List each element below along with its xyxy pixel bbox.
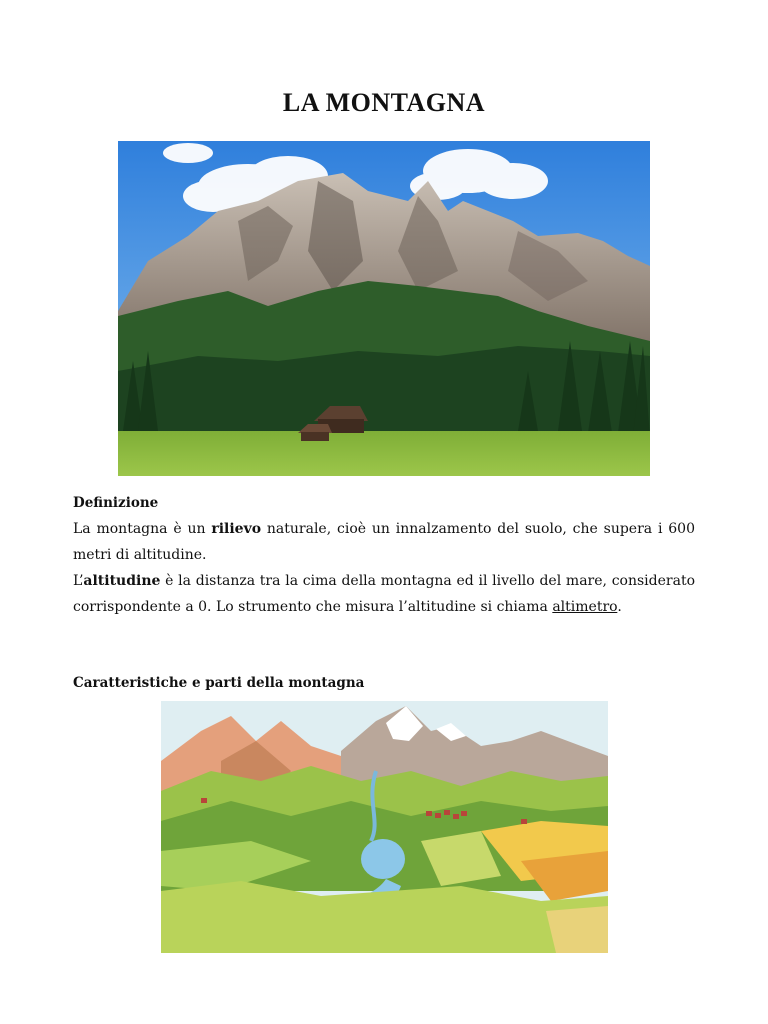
mountain-photo — [118, 141, 650, 476]
text-run: è la distanza tra la cima della montagna ed il livello del mare, considerato corrispondente a 0. Lo strumento che misura l’altitudine si chiama — [73, 573, 695, 615]
text-run: naturale, cioè un innalzamento del suolo, che supera i 600 metri di altitudine. — [73, 521, 696, 563]
features-section — [73, 670, 695, 696]
page-title: LA MONTAGNA — [282, 88, 486, 117]
text-run: L’ — [73, 573, 84, 589]
definition-paragraph-1 — [73, 516, 695, 568]
term-altimetro: altimetro — [552, 599, 618, 615]
term-altitudine: altitudine — [83, 573, 161, 589]
definition-heading: Definizione — [73, 495, 159, 511]
features-heading: Caratteristiche e parti della montagna — [73, 675, 365, 691]
term-rilievo: rilievo — [211, 521, 262, 537]
definition-paragraph-2 — [73, 568, 695, 620]
text-run: . — [617, 599, 622, 615]
definition-section — [73, 490, 695, 620]
mountain-landscape-illustration — [161, 701, 608, 953]
text-run: La montagna è un — [73, 521, 212, 537]
